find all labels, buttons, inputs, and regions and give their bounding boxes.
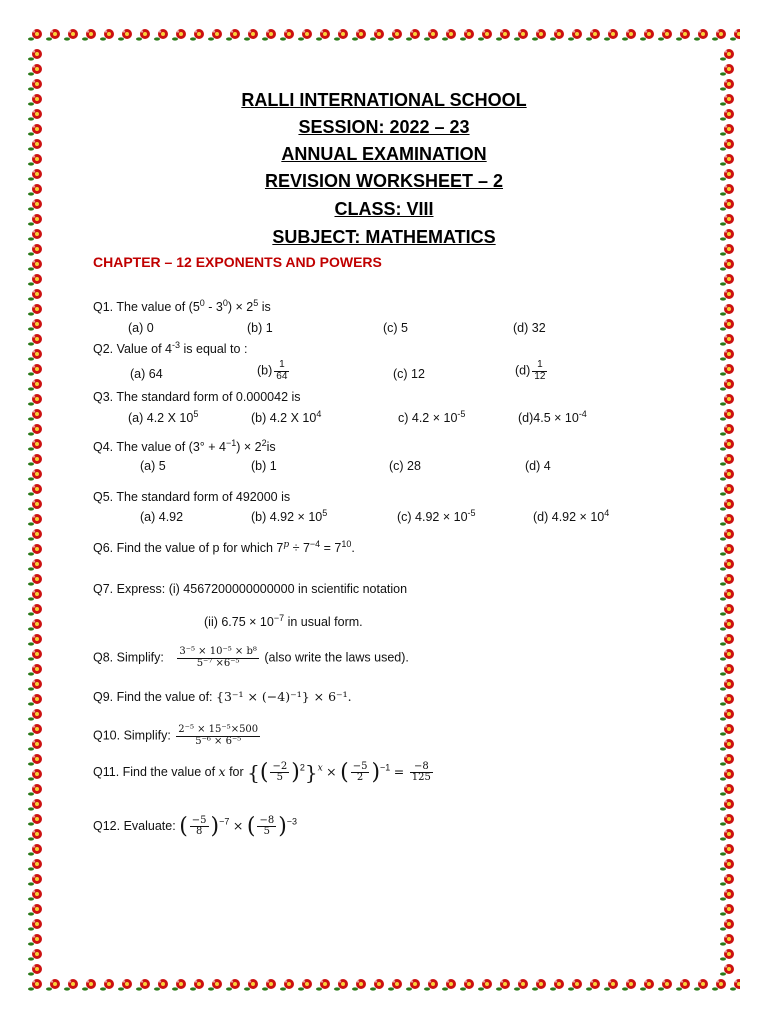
flower-ornament xyxy=(712,28,728,42)
flower-ornament xyxy=(720,843,736,857)
flower-ornament xyxy=(720,723,736,737)
flower-ornament xyxy=(496,978,512,992)
flower-ornament xyxy=(720,318,736,332)
flower-ornament xyxy=(532,28,548,42)
flower-ornament xyxy=(28,333,44,347)
flower-ornament xyxy=(720,798,736,812)
flower-ornament xyxy=(406,978,422,992)
flower-ornament xyxy=(100,28,116,42)
flower-ornament xyxy=(720,438,736,452)
q3-option-b: (b) 4.2 X $10^4$ xyxy=(251,408,322,425)
flower-ornament xyxy=(514,978,530,992)
flower-ornament xyxy=(720,738,736,752)
flower-ornament xyxy=(586,978,602,992)
flower-ornament xyxy=(532,978,548,992)
flower-ornament xyxy=(28,363,44,377)
flower-ornament xyxy=(28,378,44,392)
flower-ornament xyxy=(720,948,736,962)
flower-ornament xyxy=(136,28,152,42)
flower-ornament xyxy=(496,28,512,42)
flower-ornament xyxy=(730,978,740,992)
flower-ornament xyxy=(622,978,638,992)
flower-ornament xyxy=(478,978,494,992)
flower-ornament xyxy=(720,573,736,587)
flower-ornament xyxy=(720,273,736,287)
flower-ornament xyxy=(720,813,736,827)
flower-ornament xyxy=(720,513,736,527)
flower-ornament xyxy=(316,28,332,42)
flower-ornament xyxy=(28,918,44,932)
flower-ornament xyxy=(640,978,656,992)
flower-ornament xyxy=(100,978,116,992)
flower-ornament xyxy=(568,978,584,992)
flower-ornament xyxy=(658,978,674,992)
flower-ornament xyxy=(720,693,736,707)
q4-option-a: (a) 5 xyxy=(140,459,166,473)
flower-ornament xyxy=(720,498,736,512)
flower-ornament xyxy=(28,468,44,482)
flower-ornament xyxy=(720,363,736,377)
flower-ornament xyxy=(262,28,278,42)
flower-ornament xyxy=(82,28,98,42)
flower-ornament xyxy=(604,28,620,42)
exam-title: ANNUAL EXAMINATION xyxy=(281,144,487,164)
flower-ornament xyxy=(28,663,44,677)
flower-ornament xyxy=(406,28,422,42)
flower-ornament xyxy=(712,978,728,992)
flower-ornament xyxy=(720,588,736,602)
flower-ornament xyxy=(28,738,44,752)
flower-ornament xyxy=(720,873,736,887)
flower-ornament xyxy=(28,303,44,317)
q5-option-d: (d) $4.92 \times 10^4$ xyxy=(533,507,610,524)
flower-ornament xyxy=(720,543,736,557)
flower-ornament xyxy=(28,813,44,827)
flower-ornament xyxy=(720,753,736,767)
flower-ornament xyxy=(136,978,152,992)
flower-ornament xyxy=(720,678,736,692)
q3-option-d: $(d)4.5 \times 10^{-4}$ xyxy=(518,408,587,425)
flower-ornament xyxy=(262,978,278,992)
flower-ornament xyxy=(298,28,314,42)
border-top xyxy=(28,28,740,48)
flower-ornament xyxy=(478,28,494,42)
flower-ornament xyxy=(720,483,736,497)
flower-ornament xyxy=(244,28,260,42)
flower-ornament xyxy=(720,303,736,317)
flower-ornament xyxy=(720,783,736,797)
flower-ornament xyxy=(720,468,736,482)
flower-ornament xyxy=(28,48,44,62)
flower-ornament xyxy=(28,873,44,887)
flower-ornament xyxy=(720,648,736,662)
flower-ornament xyxy=(28,633,44,647)
question-1: Q1. The value of $(5^0 - 3^0) \times 2^5$ is xyxy=(93,297,271,314)
flower-ornament xyxy=(720,963,736,977)
flower-ornament xyxy=(64,28,80,42)
question-7: Q7. Express: (i) 4567200000000000 in scientific notation xyxy=(93,582,408,596)
flower-ornament xyxy=(46,978,62,992)
question-7-part-ii: (ii) $6.75 \times 10^{-7}$ in usual form. xyxy=(204,612,363,629)
q1-option-c: (c) 5 xyxy=(383,321,408,335)
flower-ornament xyxy=(28,888,44,902)
flower-ornament xyxy=(730,28,740,42)
flower-ornament xyxy=(720,633,736,647)
flower-ornament xyxy=(720,618,736,632)
flower-ornament xyxy=(604,978,620,992)
flower-ornament xyxy=(352,28,368,42)
flower-ornament xyxy=(720,48,736,62)
flower-ornament xyxy=(370,978,386,992)
flower-ornament xyxy=(82,978,98,992)
flower-ornament xyxy=(28,933,44,947)
flower-ornament xyxy=(28,693,44,707)
flower-ornament xyxy=(28,903,44,917)
flower-ornament xyxy=(28,843,44,857)
q5-option-a: (a) 4.92 xyxy=(140,510,184,524)
q3-option-c: c) $4.2 \times 10^{-5}$ xyxy=(398,408,466,425)
flower-ornament xyxy=(720,903,736,917)
flower-ornament xyxy=(676,28,692,42)
flower-ornament xyxy=(720,423,736,437)
subject-label: SUBJECT: MATHEMATICS xyxy=(272,227,496,247)
flower-ornament xyxy=(720,348,736,362)
flower-ornament xyxy=(720,768,736,782)
session: SESSION: 2022 – 23 xyxy=(298,117,470,137)
flower-ornament xyxy=(226,28,242,42)
flower-ornament xyxy=(460,28,476,42)
worksheet-title: REVISION WORKSHEET – 2 xyxy=(264,171,504,191)
flower-ornament xyxy=(460,978,476,992)
flower-ornament xyxy=(118,28,134,42)
q5-option-b: (b) $4.92 \times 10^5$ xyxy=(251,507,328,524)
q4-option-d: (d) 4 xyxy=(525,459,551,473)
flower-ornament xyxy=(28,588,44,602)
flower-ornament xyxy=(172,978,188,992)
flower-ornament xyxy=(550,978,566,992)
flower-ornament xyxy=(28,798,44,812)
q2-option-a: (a) 64 xyxy=(130,367,163,381)
flower-ornament xyxy=(280,978,296,992)
school-name: RALLI INTERNATIONAL SCHOOL xyxy=(241,90,527,110)
flower-ornament xyxy=(28,858,44,872)
question-3: Q3. The standard form of 0.000042 is xyxy=(93,390,301,404)
flower-ornament xyxy=(28,423,44,437)
flower-ornament xyxy=(28,768,44,782)
flower-ornament xyxy=(28,273,44,287)
flower-ornament xyxy=(46,28,62,42)
flower-ornament xyxy=(28,543,44,557)
flower-ornament xyxy=(586,28,602,42)
flower-ornament xyxy=(720,333,736,347)
flower-ornament xyxy=(28,603,44,617)
question-5: Q5. The standard form of 492000 is xyxy=(93,490,291,504)
flower-ornament xyxy=(720,708,736,722)
flower-ornament xyxy=(424,28,440,42)
flower-ornament xyxy=(28,948,44,962)
flower-ornament xyxy=(28,978,44,992)
question-2: Q2. Value of $4^{-3}$ is equal to : xyxy=(93,339,248,356)
question-9: Q9. Find the value of: {3⁻¹ × (−4)⁻¹} × 6⁻¹. xyxy=(93,689,352,704)
flower-ornament xyxy=(720,858,736,872)
flower-ornament xyxy=(720,933,736,947)
flower-ornament xyxy=(720,453,736,467)
flower-ornament xyxy=(64,978,80,992)
flower-ornament xyxy=(226,978,242,992)
q2-option-c: (c) 12 xyxy=(393,367,425,381)
flower-ornament xyxy=(172,28,188,42)
flower-ornament xyxy=(154,978,170,992)
flower-ornament xyxy=(720,408,736,422)
flower-ornament xyxy=(28,28,44,42)
flower-ornament xyxy=(28,498,44,512)
flower-ornament xyxy=(244,978,260,992)
flower-ornament xyxy=(720,378,736,392)
q4-option-c: (c) 28 xyxy=(389,459,421,473)
flower-ornament xyxy=(28,483,44,497)
flower-ornament xyxy=(720,258,736,272)
flower-ornament xyxy=(676,978,692,992)
flower-ornament xyxy=(28,618,44,632)
flower-ornament xyxy=(28,648,44,662)
question-6: Q6. Find the value of p for which $7^p \div 7^{-4} = 7^{10}$. xyxy=(93,538,355,555)
flower-ornament xyxy=(28,528,44,542)
flower-ornament xyxy=(28,63,44,77)
flower-ornament xyxy=(442,978,458,992)
flower-ornament xyxy=(28,723,44,737)
flower-ornament xyxy=(280,28,296,42)
flower-ornament xyxy=(28,318,44,332)
flower-ornament xyxy=(190,28,206,42)
flower-ornament xyxy=(720,393,736,407)
flower-ornament xyxy=(28,438,44,452)
flower-ornament xyxy=(720,888,736,902)
flower-ornament xyxy=(720,288,736,302)
flower-ornament xyxy=(720,918,736,932)
border-bottom xyxy=(28,978,740,998)
flower-ornament xyxy=(720,558,736,572)
q1-option-d: (d) 32 xyxy=(513,321,546,335)
flower-ornament xyxy=(28,558,44,572)
question-8: Q8. Simplify: $\frac{\text{3⁻⁵ × 10⁻⁵ × b⁸}}{\text{5⁻⁷ ×6⁻⁵}}$ (also write the laws used). xyxy=(93,646,409,669)
flower-ornament xyxy=(28,828,44,842)
q3-option-a: (a) 4.2 X $10^5$ xyxy=(128,408,199,425)
flower-ornament xyxy=(442,28,458,42)
flower-ornament xyxy=(720,663,736,677)
flower-ornament xyxy=(190,978,206,992)
flower-ornament xyxy=(28,288,44,302)
flower-ornament xyxy=(550,28,566,42)
flower-ornament xyxy=(352,978,368,992)
q5-option-c: (c) $4.92 \times 10^{-5}$ xyxy=(397,507,476,524)
flower-ornament xyxy=(370,28,386,42)
flower-ornament xyxy=(154,28,170,42)
flower-ornament xyxy=(28,708,44,722)
flower-ornament xyxy=(388,28,404,42)
question-10: Q10. Simplify: $\frac{\text{2⁻⁵ × 15⁻⁵×500}}{\text{5⁻⁶ × 6⁻⁵}}$ xyxy=(93,724,259,747)
flower-ornament xyxy=(28,393,44,407)
flower-ornament xyxy=(640,28,656,42)
flower-ornament xyxy=(720,528,736,542)
flower-ornament xyxy=(720,603,736,617)
flower-ornament xyxy=(28,783,44,797)
flower-ornament xyxy=(568,28,584,42)
flower-ornament xyxy=(28,678,44,692)
flower-ornament xyxy=(720,63,736,77)
flower-ornament xyxy=(424,978,440,992)
flower-ornament xyxy=(28,348,44,362)
q2-option-d: (d) $\frac{1}{12}$ xyxy=(515,359,546,382)
flower-ornament xyxy=(28,513,44,527)
flower-ornament xyxy=(694,28,710,42)
flower-ornament xyxy=(514,28,530,42)
q1-option-a: (a) 0 xyxy=(128,321,154,335)
flower-ornament xyxy=(388,978,404,992)
flower-ornament xyxy=(334,28,350,42)
flower-ornament xyxy=(658,28,674,42)
flower-ornament xyxy=(298,978,314,992)
flower-ornament xyxy=(694,978,710,992)
flower-ornament xyxy=(28,408,44,422)
flower-ornament xyxy=(622,28,638,42)
q2-option-b: (b) $\frac{1}{64}$ xyxy=(257,359,288,382)
flower-ornament xyxy=(28,453,44,467)
question-12: Q12. Evaluate: ( $\frac{-5}{8}$ )$^{-7}$ × ( $\frac{-8}{5}$ )$^{-3}$ xyxy=(93,814,298,839)
flower-ornament xyxy=(334,978,350,992)
flower-ornament xyxy=(28,573,44,587)
flower-ornament xyxy=(28,753,44,767)
q4-option-b: (b) 1 xyxy=(251,459,277,473)
flower-ornament xyxy=(316,978,332,992)
chapter-heading: CHAPTER – 12 EXPONENTS AND POWERS xyxy=(93,254,382,270)
flower-ornament xyxy=(720,828,736,842)
flower-ornament xyxy=(28,258,44,272)
flower-ornament xyxy=(208,28,224,42)
flower-ornament xyxy=(118,978,134,992)
flower-ornament xyxy=(208,978,224,992)
flower-ornament xyxy=(28,963,44,977)
question-11: Q11. Find the value of x for {( $\frac{-2}{5}$ )$^2$}$^x$ × ( $\frac{-5}{2}$ )$^{-1}$ = $\frac{-8}{125}$ xyxy=(93,760,431,785)
q1-option-b: (b) 1 xyxy=(247,321,273,335)
class-label: CLASS: VIII xyxy=(334,199,434,219)
question-4: Q4. The value of $(3^\circ + 4^{-1}) \times 2^2is$ xyxy=(93,437,276,454)
